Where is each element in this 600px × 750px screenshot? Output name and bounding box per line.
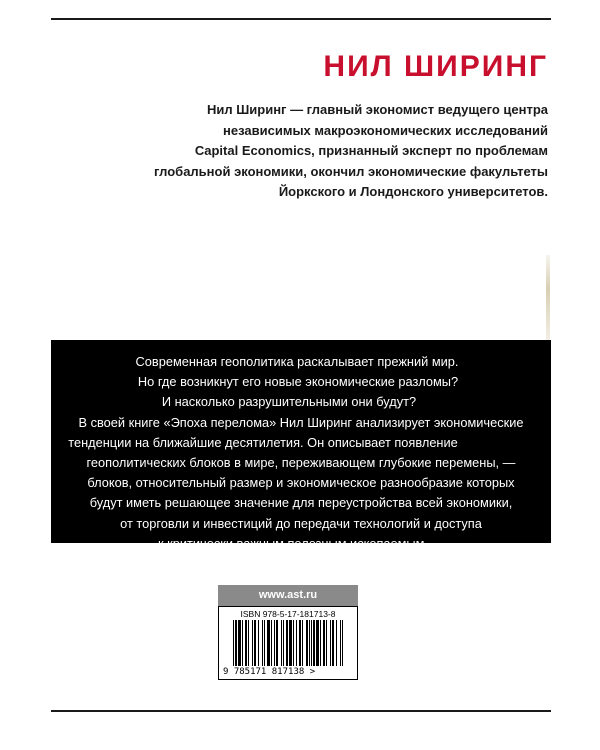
blurb-line: к критически важным полезным ископаемым.: [158, 535, 428, 551]
bio-line: независимых макроэкономических исследований: [223, 122, 548, 138]
isbn-text: ISBN 978-5-17-181713-8: [240, 609, 336, 619]
bio-line: глобальной экономики, окончил экономические факультеты: [154, 163, 548, 179]
blurb-line: от торговли и инвестиций до передачи технологий и доступа: [120, 515, 482, 531]
barcode-bars: [233, 620, 345, 666]
cover-edge-mark: [546, 255, 550, 340]
blurb-line: В своей книге «Эпоха перелома» Нил Ширинг анализирует экономические: [78, 414, 524, 430]
blurb-line: будут иметь решающее значение для переустройства всей экономики,: [89, 495, 513, 511]
bottom-rule: [51, 710, 551, 712]
bio-line: Йоркского и Лондонского университетов.: [278, 184, 548, 199]
author-bio: [68, 100, 548, 203]
bio-line: Нил Ширинг — главный экономист ведущего центра: [206, 102, 548, 117]
blurb-line: блоков, относительный размер и экономическое разнообразие которых: [87, 475, 515, 491]
barcode-digits: 9 785171 817138 >: [223, 667, 316, 677]
blurb-line: Но где возникнут его новые экономические разломы?: [137, 374, 459, 390]
author-name: НИЛ ШИРИНГ: [323, 50, 548, 83]
publisher-url: www.ast.ru: [218, 585, 358, 606]
barcode-block: [218, 606, 358, 680]
bio-line: Capital Economics, признанный эксперт по проблемам: [194, 143, 548, 158]
blurb-line: И насколько разрушительными они будут?: [161, 394, 417, 410]
blurb-line: тенденции на ближайшие десятилетия. Он описывает появление: [68, 434, 458, 450]
book-blurb: [51, 340, 551, 551]
top-rule: [51, 18, 551, 20]
blurb-line: Современная геополитика раскалывает прежний мир.: [135, 354, 459, 369]
blurb-line: геополитических блоков в мире, переживающем глубокие перемены, —: [86, 455, 516, 471]
